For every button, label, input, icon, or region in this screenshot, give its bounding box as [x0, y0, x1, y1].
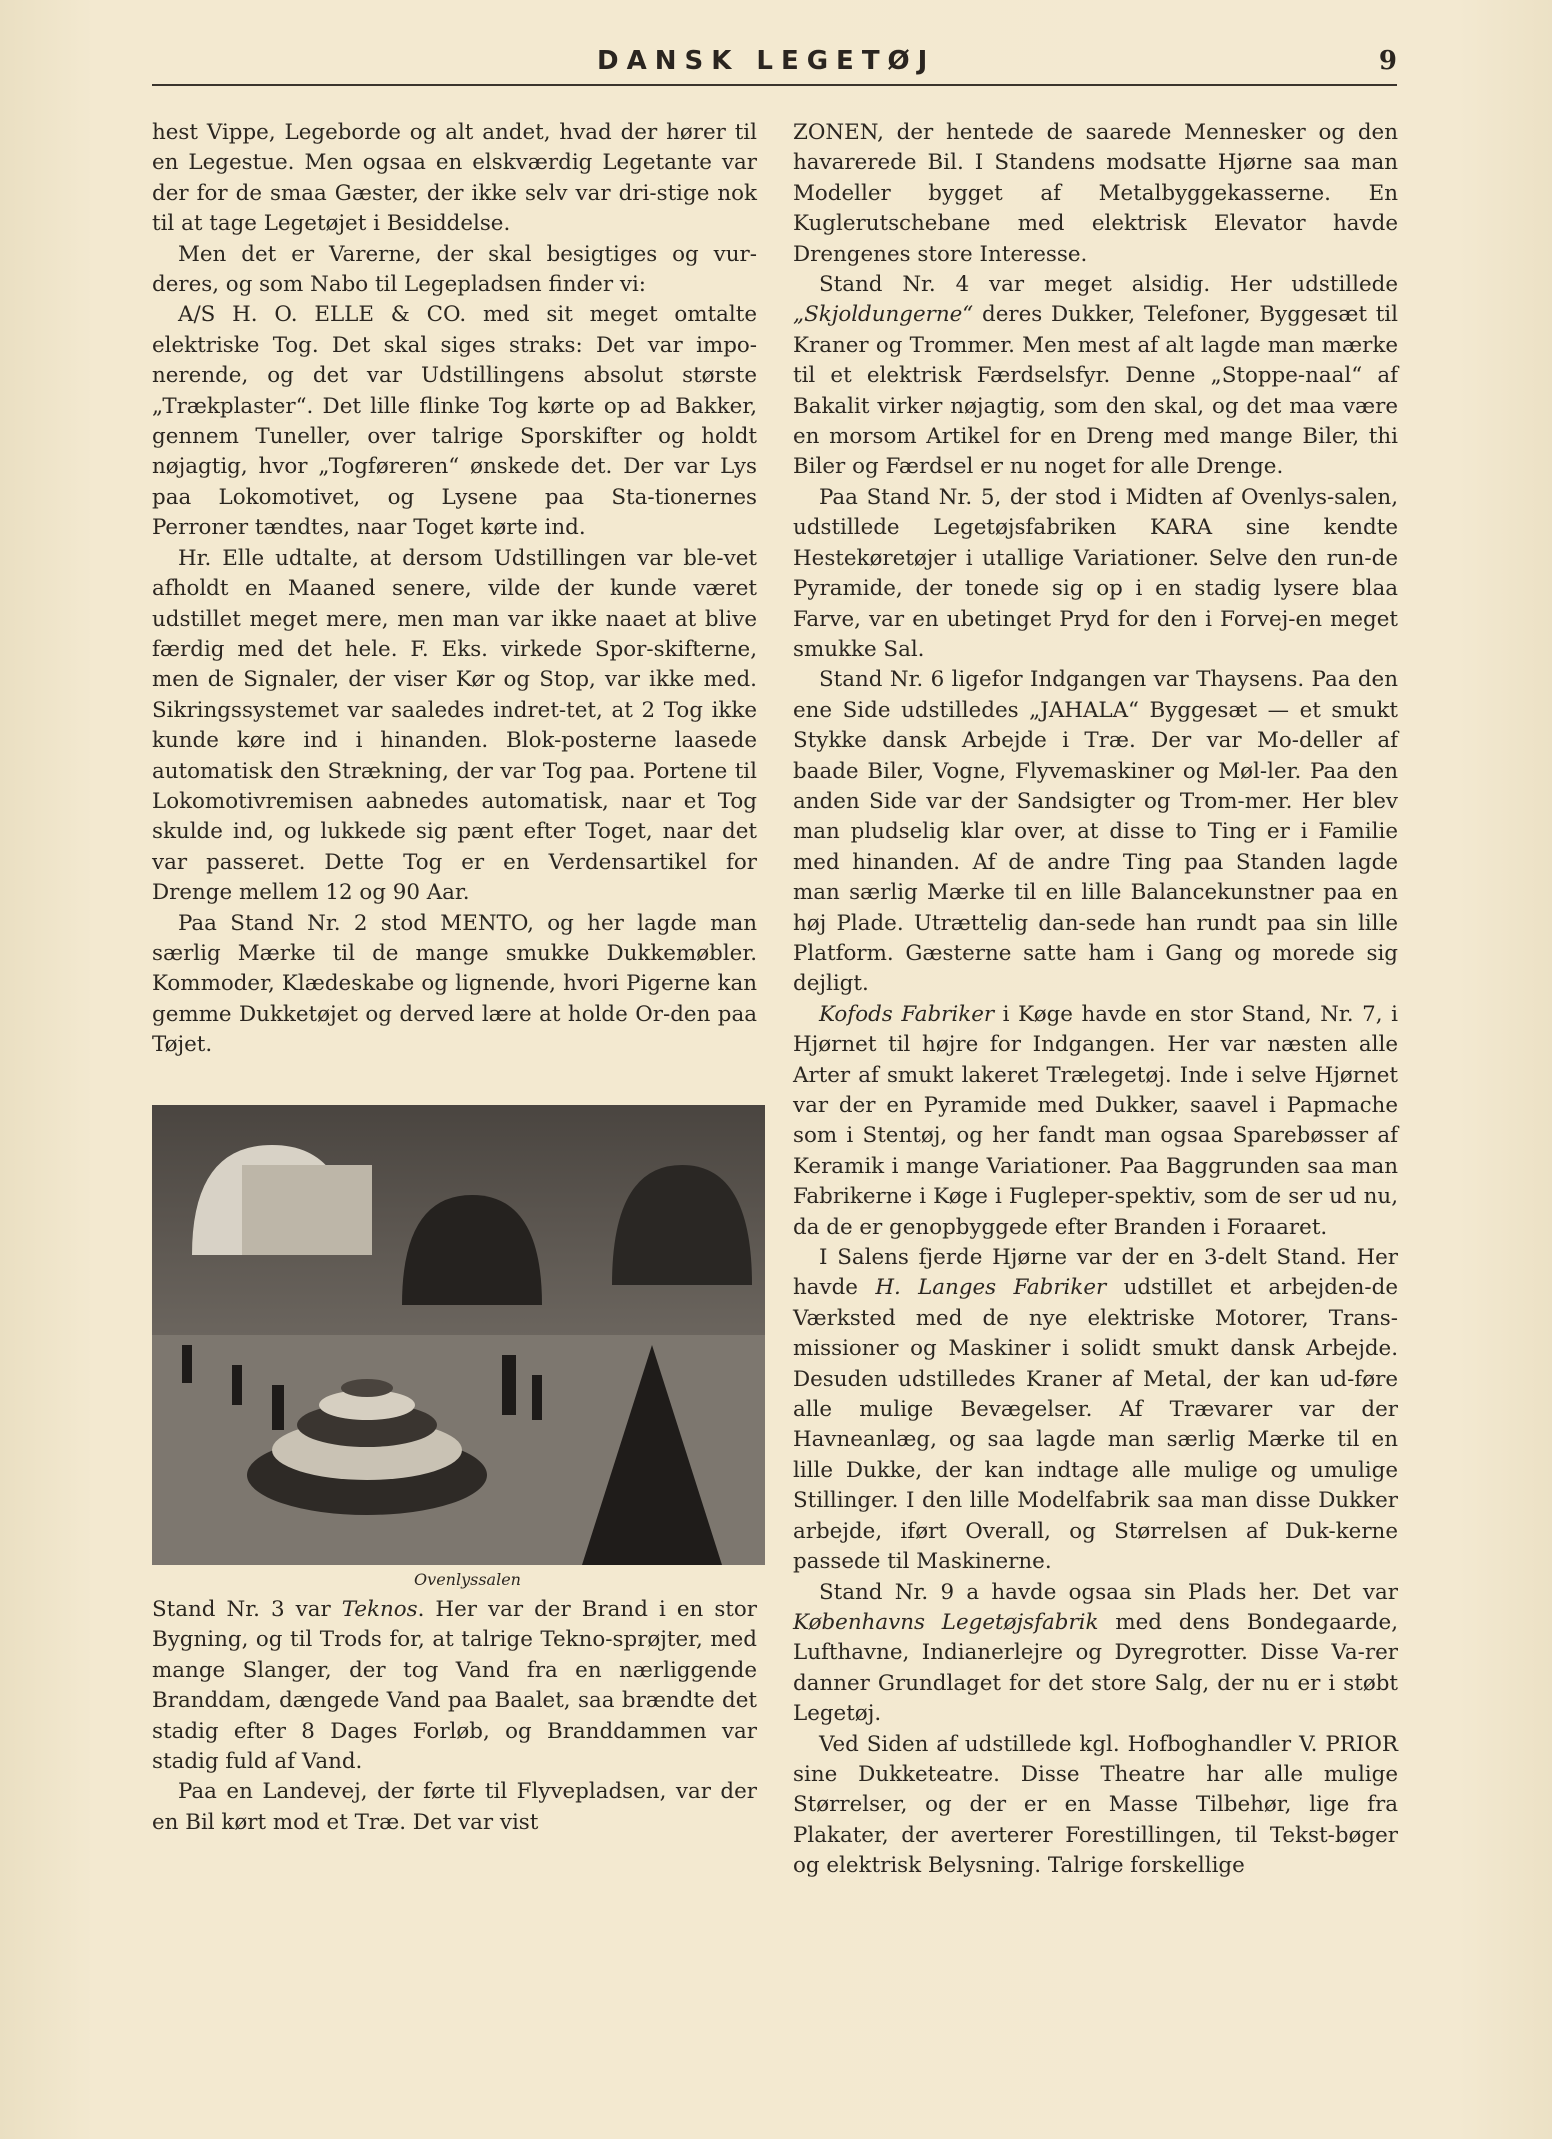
header-title: DANSK LEGETØJ [597, 46, 936, 76]
right-paragraph-2-c: deres Dukker, Telefoner, Byggesæt til Kraner og Trommer. Men mest af alt lagde man mærke til et elektrisk Færdselsfyr. Denne „Stoppe-naal“ af Bakalit virker nøjagtig, som den skal, og det maa være en morsom Artikel for en Dreng med mange Biler, thi Biler og Færdsel er nu noget for alle Drenge. [793, 302, 1398, 480]
right-paragraph-3: Paa Stand Nr. 5, der stod i Midten af Ovenlys-salen, udstillede Legetøjsfabriken KARA sine kendte Hestekøretøjer i utallige Variationer. Selve den run-de Pyramide, der tonede sig op i en stadig lysere blaa Farve, var en ubetinget Pryd for den i Forvej-en meget smukke Sal. [793, 484, 1398, 662]
right-paragraph-4: Stand Nr. 6 ligefor Indgangen var Thaysens. Paa den ene Side udstilledes „JAHALA“ Byggesæt — et smukt Stykke dansk Arbejde i Træ. Der var Mo-deller af baade Biler, Vogne, Flyvemaskiner og Møl-ler. Paa den anden Side var der Sandsigter og Trom-mer. Her blev man pludselig klar over, at disse to Ting er i Familie med hinanden. Af de andre Ting paa Standen lagde man særlig Mærke til en lille Balancekunstner paa en høj Plade. Utrættelig dan-sede han rundt paa sin lille Platform. Gæsterne satte ham i Gang og morede sig dejligt. [793, 667, 1398, 997]
left-column [152, 118, 757, 1838]
page-number: 9 [1378, 46, 1397, 76]
right-paragraph-5-b: i Køge havde en stor Stand, Nr. 7, i Hjørnet til højre for Indgangen. Her var næsten alle Arter af smukt lakeret Trælegetøj. Inde i selve Hjørnet var der en Pyramide med Dukker, saavel i Papmache som i Stentøj, og her fandt man ogsaa Sparebøsser af Keramik i mange Variationer. Paa Baggrunden saa man Fabrikerne i Køge i Fugleper-spektiv, som de ser ud nu, da de er genopbyggede efter Branden i Foraaret. [793, 1001, 1398, 1240]
right-paragraph-2-a: Stand Nr. 4 var meget alsidig. Her udstillede [819, 272, 1398, 298]
left-paragraph-6 [152, 1595, 757, 1777]
right-paragraph-6-a: I Salens fjerde Hjørne var der en 3-delt Stand. Her havde [793, 1245, 1398, 1301]
right-paragraph-5-a: Kofods Fabriker [819, 1001, 995, 1027]
right-paragraph-6 [793, 1243, 1398, 1577]
right-paragraph-6-b: H. Langes Fabriker [875, 1275, 1107, 1301]
left-paragraph-7: Paa en Landevej, der førte til Flyvepladsen, var der en Bil kørt mod et Træ. Det var vist [152, 1779, 757, 1835]
left-paragraph-3: A/S H. O. ELLE & CO. med sit meget omtalte elektriske Tog. Det skal siges straks: Det var impo-nerende, og det var Udstillingens absolut største „Trækplaster“. Det lille flinke Tog kørte op ad Bakker, gennem Tuneller, over talrige Sporskifter og holdt nøjagtig, hvor „Togføreren“ ønskede det. Der var Lys paa Lokomotivet, og Lysene paa Sta-tionernes Perroner tændtes, naar Toget kørte ind. [152, 302, 757, 541]
right-paragraph-7 [793, 1578, 1398, 1730]
right-paragraph-1: ZONEN, der hentede de saarede Mennesker og den havarerede Bil. I Standens modsatte Hjørne saa man Modeller bygget af Metalbyggekasserne. En Kuglerutschebane med elektrisk Elevator havde Drengenes store Interesse. [793, 120, 1398, 267]
photo-caption: Ovenlyssalen [414, 1569, 521, 1589]
exhibition-hall-photo [152, 1105, 765, 1565]
right-paragraph-7-b: Københavns Legetøjsfabrik [793, 1609, 1099, 1635]
right-paragraph-7-c: med dens Bondegaarde, Lufthavne, Indianerlejre og Dyregrotter. Disse Va-rer danner Grundlaget for det store Salg, der nu er i støbt Legetøj. [793, 1609, 1398, 1727]
right-paragraph-7-a: Stand Nr. 9 a havde ogsaa sin Plads her. Det var [819, 1579, 1398, 1605]
left-paragraph-4: Hr. Elle udtalte, at dersom Udstillingen var ble-vet afholdt en Maaned senere, vilde der kunde været udstillet meget mere, men man var ikke naaet at blive færdig med det hele. F. Eks. virkede Spor-skifterne, men de Signaler, der viser Kør og Stop, var ikke med. Sikringssystemet var saaledes indret-tet, at 2 Tog ikke kunde køre ind i hinanden. Blok-posterne laasede automatisk den Strækning, der var Tog paa. Portene til Lokomotivremisen aabnedes automatisk, naar et Tog skulde ind, og lukkede sig pænt efter Toget, naar det var passeret. Dette Tog er en Verdensartikel for Drenge mellem 12 og 90 Aar. [152, 545, 757, 906]
left-paragraph-1: hest Vippe, Legeborde og alt andet, hvad der hører til en Legestue. Men ogsaa en elskværdig Legetante var der for de smaa Gæster, der ikke selv var dri-stige nok til at tage Legetøjet i Besiddelse. [152, 120, 757, 237]
header-rule [152, 84, 1397, 86]
left-paragraph-6-b: Teknos [341, 1597, 418, 1622]
left-paragraph-2: Men det er Varerne, der skal besigtiges og vur-deres, og som Nabo til Legepladsen finder vi: [152, 241, 757, 298]
right-paragraph-8: Ved Siden af udstillede kgl. Hofboghandler V. PRIOR sine Dukketeatre. Disse Theatre har alle mulige Størrelser, og der er en Masse Tilbehør, lige fra Plakater, der averterer Forestillingen, til Tekst-bøger og elektrisk Belysning. Talrige forskellige [793, 1731, 1398, 1879]
right-paragraph-2 [793, 270, 1398, 483]
right-paragraph-2-b: „Skjoldungerne“ [793, 302, 974, 328]
page-header [152, 46, 1397, 76]
left-paragraph-6-a: Stand Nr. 3 var [152, 1597, 342, 1622]
left-paragraph-5: Paa Stand Nr. 2 stod MENTO, og her lagde man særlig Mærke til de mange smukke Dukkemøbler. Kommoder, Klædeskabe og lignende, hvori Pigerne kan gemme Dukketøjet og derved lære at holde Or-den paa Tøjet. [152, 910, 757, 1058]
right-column [793, 118, 1398, 1882]
right-paragraph-6-c: udstillet et arbejden-de Værksted med de nye elektriske Motorer, Trans-missioner og Maskiner i solidt smukt dansk Arbejde. Desuden udstilledes Kraner af Metal, der kan ud-føre alle mulige Bevægelser. Af Trævarer var der Havneanlæg, og saa lagde man særlig Mærke til en lille Dukke, der kan indtage alle mulige og umulige Stillinger. I den lille Modelfabrik saa man disse Dukker arbejde, iført Overall, og Størrelsen af Duk-kerne passede til Maskinerne. [793, 1275, 1398, 1575]
left-paragraph-6-c: . Her var der Brand i en stor Bygning, og til Trods for, at talrige Tekno-sprøjter, med mange Slanger, der tog Vand fra en nærliggende Branddam, dængede Vand paa Baalet, saa brændte det stadig efter 8 Dages Forløb, og Branddammen var stadig fuld af Vand. [152, 1597, 757, 1775]
right-paragraph-5 [793, 1000, 1398, 1243]
exhibition-photo [152, 1105, 765, 1565]
